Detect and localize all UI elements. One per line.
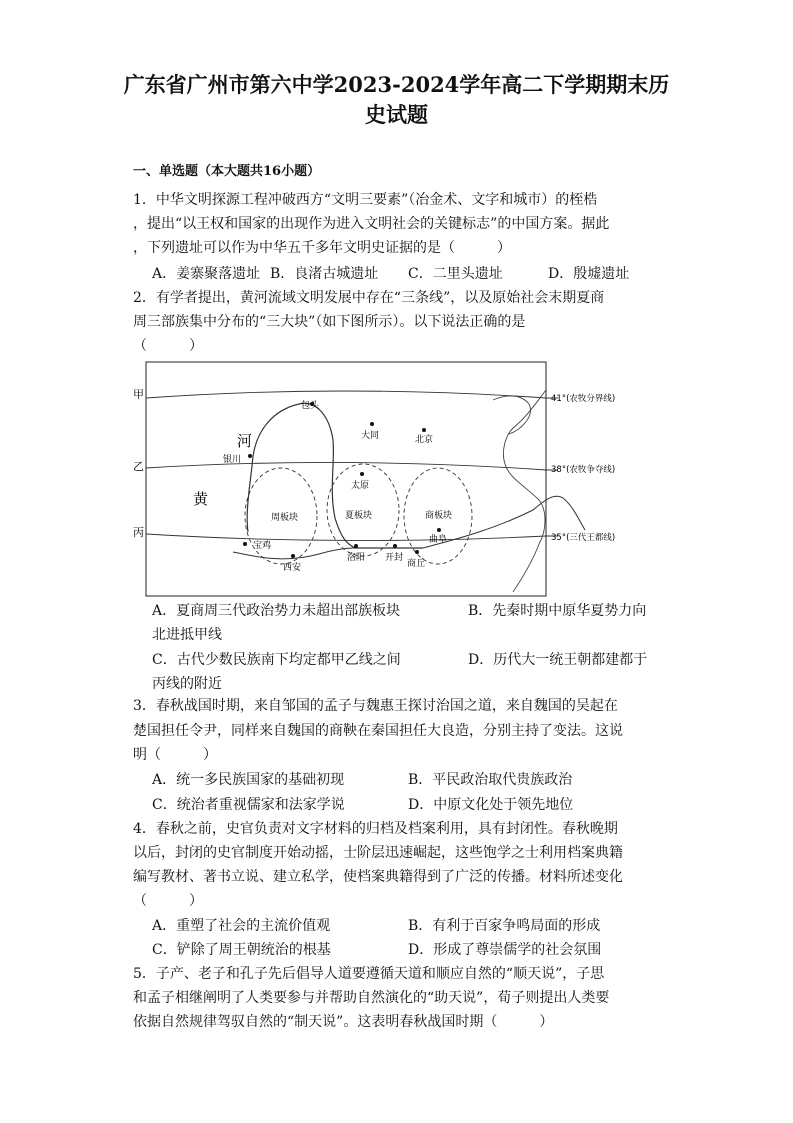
- q4-option-d: D．形成了尊崇儒学的社会氛围: [408, 942, 602, 958]
- map-frame: [146, 362, 546, 596]
- yinchuan-label: 银川: [223, 455, 242, 465]
- q1-option-b: B．良渚古城遗址: [270, 266, 379, 282]
- q3-line-1: 3．春秋战国时期，来自邹国的孟子与魏惠王探讨治国之道，来自魏国的吴起在: [133, 698, 618, 714]
- qufu-label: 曲阜: [429, 535, 448, 545]
- datong-dot: [370, 422, 374, 426]
- bohai-coast-path: [493, 396, 530, 434]
- baoji-label: 宝鸡: [253, 541, 272, 551]
- shangqiu-label: 商丘: [407, 559, 426, 569]
- q2-option-d-line-2: 丙线的附近: [152, 676, 222, 692]
- latitude-35-label: 35°(三代王都线): [551, 533, 616, 543]
- q1-option-a: A．姜寨聚落遗址: [152, 266, 261, 282]
- latitude-38-label: 38°(农牧争夺线): [551, 465, 616, 475]
- title-line-1: 广东省广州市第六中学2023-2024学年高二下学期期末历: [123, 72, 670, 97]
- q4-line-4: （ ）: [133, 893, 203, 909]
- baotou-label: 包头: [301, 401, 320, 411]
- coastline-path: [503, 390, 546, 592]
- luoyang-label: 洛阳: [347, 553, 366, 563]
- line-yi-label: 乙: [133, 460, 144, 473]
- q5-line-2: 和孟子相继阐明了人类要参与并帮助自然演化的“助天说”，荀子则提出人类要: [133, 990, 610, 1006]
- q4-option-b: B．有利于百家争鸣局面的形成: [408, 918, 601, 934]
- xian-label: 西安: [283, 563, 302, 573]
- baoji-dot: [243, 542, 247, 546]
- river-label-huang: 黄: [193, 490, 209, 508]
- shangqiu-dot: [415, 550, 419, 554]
- q1-line-3: ，下列遗址可以作为中华五千多年文明史证据的是（ ）: [133, 240, 511, 256]
- q2-option-a: A．夏商周三代政治势力未超出部族板块: [152, 603, 401, 619]
- q3-option-d: D．中原文化处于领先地位: [408, 797, 574, 813]
- yellow-river-map: [133, 360, 673, 600]
- latitude-41-line: [146, 391, 558, 398]
- xian-dot: [291, 554, 295, 558]
- q2-line-1: 2．有学者提出，黄河流域文明发展中存在“三条线”，以及原始社会末期夏商: [133, 290, 605, 306]
- q3-line-2: 楚国担任令尹，同样来自魏国的商鞅在秦国担任大良造，分别主持了变法。这说: [133, 723, 623, 739]
- taiyuan-label: 太原: [351, 481, 370, 491]
- q4-option-a: A．重塑了社会的主流价值观: [152, 918, 331, 934]
- zhou-block-label: 周板块: [271, 513, 299, 523]
- q4-line-3: 编写教材、著书立说、建立私学，使档案典籍得到了广泛的传播。材料所述变化: [133, 869, 623, 885]
- q2-option-c: C．古代少数民族南下均定都甲乙线之间: [152, 652, 401, 668]
- kaifeng-label: 开封: [385, 553, 404, 563]
- q2-option-b-line-1: B．先秦时期中原华夏势力向: [468, 603, 647, 619]
- river-label-he: 河: [237, 432, 253, 450]
- latitude-41-label: 41°(农牧分界线): [551, 394, 616, 404]
- q2-option-d-line-1: D．历代大一统王朝都建都于: [468, 652, 648, 668]
- q4-line-2: 以后，封闭的史官制度开始动摇，士阶层迅速崛起，这些饱学之士利用档案典籍: [133, 845, 623, 861]
- exam-title: [100, 70, 693, 130]
- xia-block-ellipse: [327, 464, 399, 556]
- beijing-dot: [422, 428, 426, 432]
- q5-line-3: 依据自然规律驾驭自然的“制天说”。这表明春秋战国时期（ ）: [133, 1014, 554, 1030]
- line-bing-label: 丙: [133, 526, 144, 539]
- xia-block-label: 夏板块: [345, 511, 373, 521]
- q2-line-3: （ ）: [133, 338, 203, 354]
- kaifeng-dot: [393, 544, 397, 548]
- q3-option-b: B．平民政治取代贵族政治: [408, 772, 573, 788]
- beijing-label: 北京: [415, 435, 434, 445]
- line-jia-label: 甲: [133, 388, 144, 401]
- q1-option-c: C．二里头遗址: [408, 266, 503, 282]
- q1-line-2: ，提出“以王权和国家的出现作为进入文明社会的关键标志”的中国方案。据此: [133, 216, 610, 232]
- luoyang-dot: [354, 544, 358, 548]
- datong-label: 大同: [361, 431, 380, 441]
- latitude-35-line: [146, 534, 558, 541]
- q3-option-a: A．统一多民族国家的基础初现: [152, 772, 345, 788]
- q2-option-b-line-2: 北进抵甲线: [152, 627, 222, 643]
- q5-line-1: 5．子产、老子和孔子先后倡导人道要遵循天道和顺应自然的“顺天说”，子思: [133, 966, 605, 982]
- q2-line-2: 周三部族集中分布的“三大块”（如下图所示）。以下说法正确的是: [133, 314, 526, 330]
- title-line-2: 史试题: [365, 102, 428, 127]
- yinchuan-dot: [248, 454, 252, 458]
- shang-block-label: 商板块: [425, 511, 453, 521]
- section-heading: 一、单选题（本大题共16小题）: [133, 164, 321, 179]
- q3-line-3: 明（ ）: [133, 747, 217, 763]
- q1-line-1: 1．中华文明探源工程冲破西方“文明三要素”（冶金术、文字和城市）的桎梏: [133, 192, 598, 208]
- taiyuan-dot: [360, 472, 364, 476]
- q4-line-1: 4．春秋之前，史官负责对文字材料的归档及档案利用，具有封闭性。春秋晚期: [133, 821, 618, 837]
- qufu-dot: [437, 528, 441, 532]
- q4-option-c: C．铲除了周王朝统治的根基: [152, 942, 331, 958]
- q3-option-c: C．统治者重视儒家和法家学说: [152, 797, 345, 813]
- q1-option-d: D．殷墟遗址: [548, 266, 630, 282]
